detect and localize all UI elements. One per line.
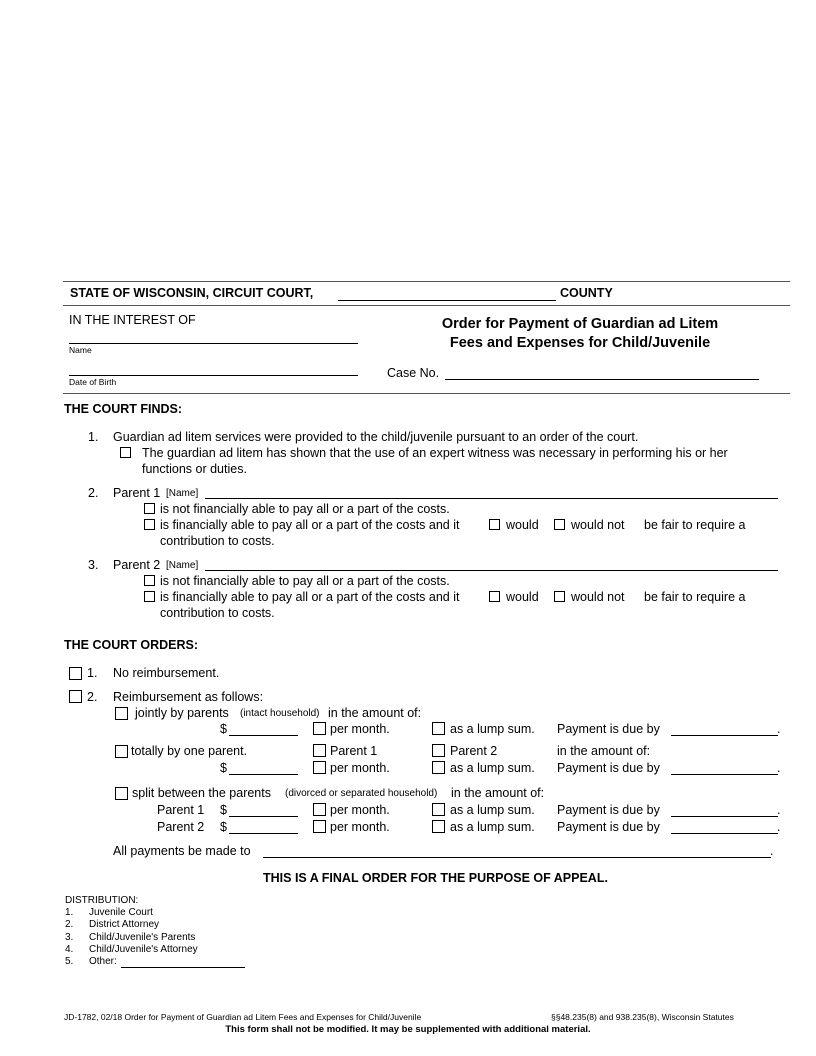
parent1-would-not-checkbox[interactable] — [554, 519, 565, 530]
jointly-due-date-field[interactable] — [671, 735, 778, 736]
split-parent2-per-month-checkbox[interactable] — [313, 820, 326, 833]
finds-item1-number: 1. — [88, 430, 99, 444]
jointly-period: . — [777, 722, 781, 736]
no-reimbursement-checkbox[interactable] — [69, 667, 82, 680]
dob-field[interactable] — [69, 375, 358, 376]
no-reimbursement-text: No reimbursement. — [113, 666, 220, 680]
court-orders-heading: THE COURT ORDERS: — [64, 638, 199, 652]
parent1-label: Parent 1 — [113, 486, 161, 500]
totally-checkbox[interactable] — [115, 745, 128, 758]
jointly-per-month-label: per month. — [330, 722, 390, 736]
expert-witness-text-line1: The guardian ad litem has shown that the use of an expert witness was necessary in performing his or her — [142, 446, 728, 460]
form-title-line1: Order for Payment of Guardian ad Litem — [441, 316, 719, 332]
split-parent1-lump-sum-checkbox[interactable] — [432, 803, 445, 816]
totally-amount-label: in the amount of: — [557, 744, 651, 758]
all-payments-label: All payments be made to — [113, 844, 251, 858]
parent1-name-tag: [Name] — [166, 488, 199, 499]
split-checkbox[interactable] — [115, 787, 128, 800]
split-parent1-dollar-sign: $ — [220, 803, 227, 817]
parent1-able-text: is financially able to pay all or a part of the costs and it — [160, 518, 460, 532]
split-parent1-amount-field[interactable] — [229, 816, 298, 817]
split-label: split between the parents — [132, 786, 271, 800]
totally-label: totally by one parent. — [131, 744, 248, 758]
totally-amount-field[interactable] — [229, 774, 298, 775]
split-parent1-due-date-field[interactable] — [671, 816, 778, 817]
orders-item2-number: 2. — [87, 690, 98, 704]
split-parent1-payment-due-label: Payment is due by — [557, 803, 660, 817]
jointly-amount-field[interactable] — [229, 735, 298, 736]
distribution-other-field[interactable] — [121, 967, 245, 968]
totally-lump-sum-label: as a lump sum. — [450, 761, 535, 775]
name-label: Name — [69, 345, 92, 355]
footer-form-id: JD-1782, 02/18 Order for Payment of Guardian ad Litem Fees and Expenses for Child/Juvenile — [64, 1012, 422, 1022]
expert-witness-text-line2: functions or duties. — [142, 462, 247, 476]
finds-item3-number: 3. — [88, 558, 99, 572]
state-court-label: STATE OF WISCONSIN, CIRCUIT COURT, — [70, 286, 314, 300]
jointly-per-month-checkbox[interactable] — [313, 722, 326, 735]
reimbursement-text: Reimbursement as follows: — [113, 690, 264, 704]
totally-parent1-label: Parent 1 — [330, 744, 378, 758]
case-no-label: Case No. — [387, 366, 440, 380]
split-parent2-payment-due-label: Payment is due by — [557, 820, 660, 834]
totally-parent2-checkbox[interactable] — [432, 744, 445, 757]
case-rule — [63, 393, 790, 394]
parent2-label: Parent 2 — [113, 558, 161, 572]
jointly-label: jointly by parents — [135, 706, 229, 720]
finds-item1-text: Guardian ad litem services were provided to the child/juvenile pursuant to an order of the court. — [113, 430, 639, 444]
split-parent1-per-month-label: per month. — [330, 803, 390, 817]
distribution-item-juvenile-court: Juvenile Court — [89, 907, 153, 918]
totally-per-month-label: per month. — [330, 761, 390, 775]
parent2-able-checkbox[interactable] — [144, 591, 155, 602]
distribution-item-number: 2. — [65, 919, 74, 930]
parent1-name-field[interactable] — [205, 498, 778, 499]
distribution-item-district-attorney: District Attorney — [89, 919, 160, 930]
footer-notice: This form shall not be modified. It may be supplemented with additional material. — [225, 1024, 591, 1035]
intact-household-label: (intact household) — [240, 708, 320, 719]
distribution-item-other: Other: — [89, 956, 117, 967]
split-parent2-due-date-field[interactable] — [671, 833, 778, 834]
parent2-would-checkbox[interactable] — [489, 591, 500, 602]
split-parent2-lump-sum-checkbox[interactable] — [432, 820, 445, 833]
distribution-item-parents: Child/Juvenile's Parents — [89, 932, 196, 943]
expert-witness-checkbox[interactable] — [120, 447, 131, 458]
parent1-would-label: would — [506, 518, 539, 532]
totally-per-month-checkbox[interactable] — [313, 761, 326, 774]
split-parent2-dollar-sign: $ — [220, 820, 227, 834]
payee-field[interactable] — [263, 857, 771, 858]
parent1-fair-text: be fair to require a — [644, 518, 746, 532]
parent2-would-not-checkbox[interactable] — [554, 591, 565, 602]
parent2-name-tag: [Name] — [166, 560, 199, 571]
parent1-would-checkbox[interactable] — [489, 519, 500, 530]
jointly-payment-due-label: Payment is due by — [557, 722, 660, 736]
orders-item1-number: 1. — [87, 666, 98, 680]
dob-label: Date of Birth — [69, 377, 117, 387]
parent1-able-checkbox[interactable] — [144, 519, 155, 530]
divorced-household-label: (divorced or separated household) — [285, 788, 438, 799]
finds-item2-number: 2. — [88, 486, 99, 500]
distribution-item-number: 4. — [65, 944, 74, 955]
distribution-item-number: 3. — [65, 932, 74, 943]
distribution-item-number: 1. — [65, 907, 74, 918]
split-parent2-per-month-label: per month. — [330, 820, 390, 834]
distribution-heading: DISTRIBUTION: — [65, 895, 139, 906]
name-field[interactable] — [69, 343, 358, 344]
split-parent2-lump-sum-label: as a lump sum. — [450, 820, 535, 834]
jointly-dollar-sign: $ — [220, 722, 227, 736]
parent2-would-not-label: would not — [571, 590, 625, 604]
parent2-contribution-text: contribution to costs. — [160, 606, 275, 620]
top-rule — [63, 281, 790, 282]
totally-due-date-field[interactable] — [671, 774, 778, 775]
jointly-checkbox[interactable] — [115, 707, 128, 720]
split-parent2-amount-field[interactable] — [229, 833, 298, 834]
county-label: COUNTY — [560, 286, 613, 300]
totally-parent2-label: Parent 2 — [450, 744, 498, 758]
all-payments-period: . — [770, 844, 774, 858]
case-no-field[interactable] — [445, 379, 759, 380]
parent1-not-able-checkbox[interactable] — [144, 503, 155, 514]
court-finds-heading: THE COURT FINDS: — [64, 402, 183, 416]
totally-lump-sum-checkbox[interactable] — [432, 761, 445, 774]
reimbursement-checkbox[interactable] — [69, 690, 82, 703]
parent2-name-field[interactable] — [205, 570, 778, 571]
parent1-would-not-label: would not — [571, 518, 625, 532]
jointly-lump-sum-checkbox[interactable] — [432, 722, 445, 735]
county-field[interactable] — [338, 300, 556, 301]
parent2-not-able-checkbox[interactable] — [144, 575, 155, 586]
parent1-not-able-text: is not financially able to pay all or a part of the costs. — [160, 502, 450, 516]
footer-statutes: §§48.235(8) and 938.235(8), Wisconsin Statutes — [551, 1012, 734, 1022]
split-parent1-lump-sum-label: as a lump sum. — [450, 803, 535, 817]
split-parent2-label: Parent 2 — [157, 820, 205, 834]
distribution-item-number: 5. — [65, 956, 74, 967]
split-parent1-period: . — [777, 803, 781, 817]
header-rule — [63, 305, 790, 306]
split-parent2-period: . — [777, 820, 781, 834]
totally-period: . — [777, 761, 781, 775]
final-order-statement: THIS IS A FINAL ORDER FOR THE PURPOSE OF APPEAL. — [263, 871, 608, 885]
parent2-fair-text: be fair to require a — [644, 590, 746, 604]
parent1-contribution-text: contribution to costs. — [160, 534, 275, 548]
split-parent1-label: Parent 1 — [157, 803, 205, 817]
parent2-able-text: is financially able to pay all or a part of the costs and it — [160, 590, 460, 604]
split-amount-label: in the amount of: — [451, 786, 545, 800]
distribution-item-attorney: Child/Juvenile's Attorney — [89, 944, 198, 955]
totally-parent1-checkbox[interactable] — [313, 744, 326, 757]
totally-payment-due-label: Payment is due by — [557, 761, 660, 775]
jointly-lump-sum-label: as a lump sum. — [450, 722, 535, 736]
parent2-would-label: would — [506, 590, 539, 604]
form-title-line2: Fees and Expenses for Child/Juvenile — [449, 335, 711, 351]
jointly-amount-label: in the amount of: — [328, 706, 422, 720]
in-interest-label: IN THE INTEREST OF — [69, 313, 196, 327]
totally-dollar-sign: $ — [220, 761, 227, 775]
parent2-not-able-text: is not financially able to pay all or a part of the costs. — [160, 574, 450, 588]
split-parent1-per-month-checkbox[interactable] — [313, 803, 326, 816]
